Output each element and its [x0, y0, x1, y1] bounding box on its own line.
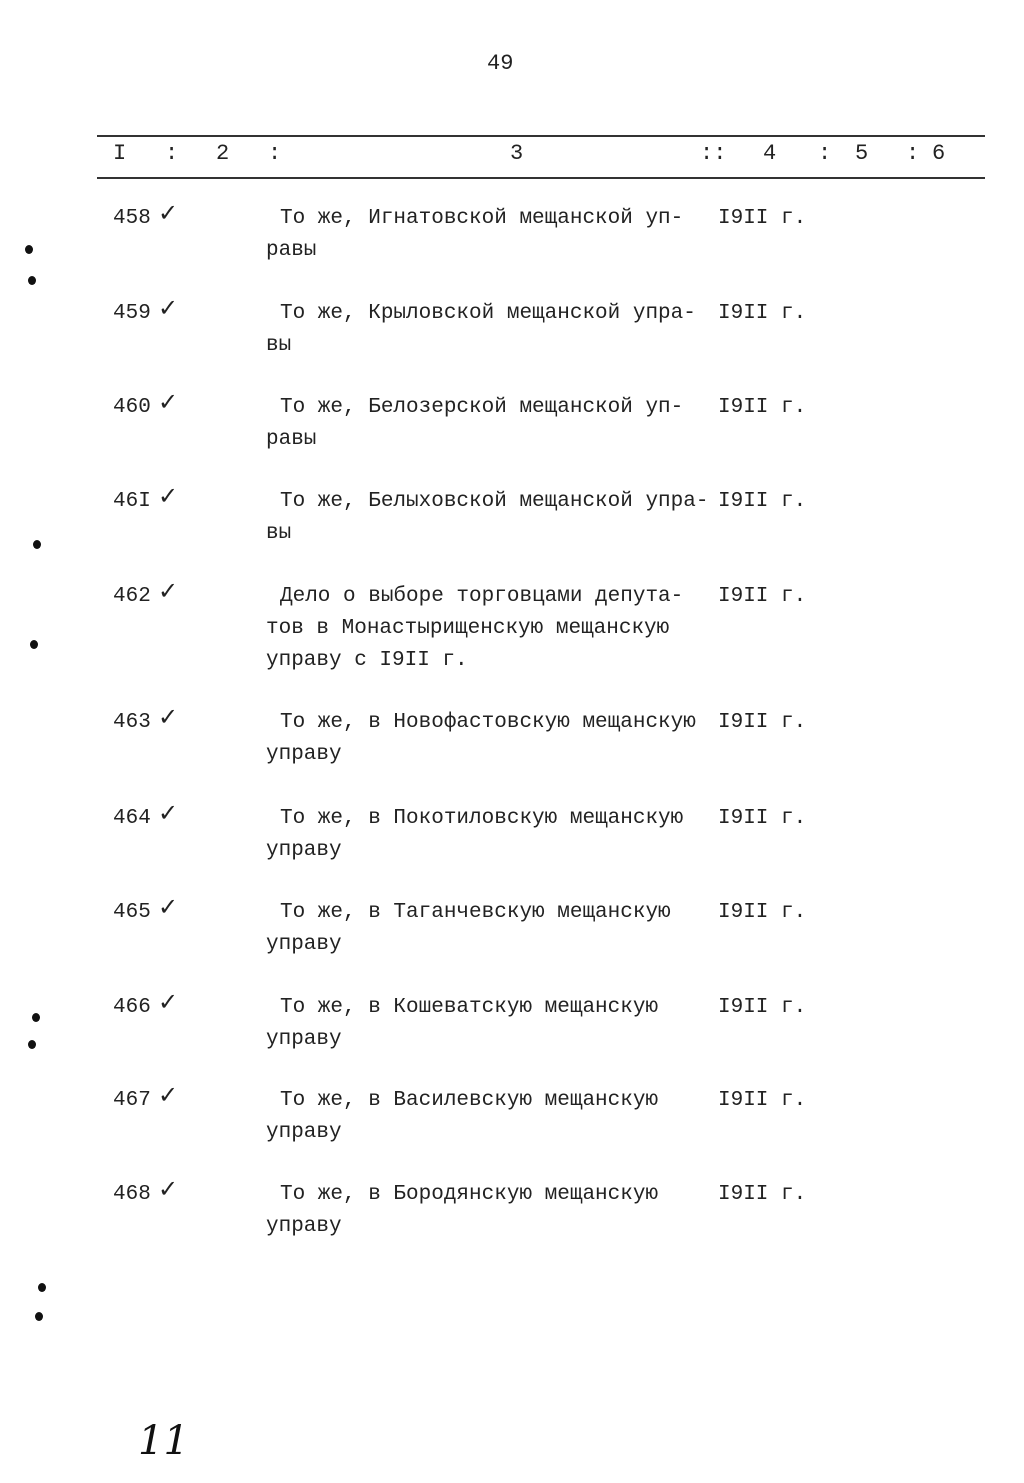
column-separator: : — [906, 141, 920, 166]
description-line: управу с I9II г. — [266, 649, 468, 672]
description-line: управу — [266, 1028, 342, 1051]
entry-description — [266, 803, 683, 867]
punch-hole-mark — [38, 1283, 46, 1292]
entry-number: 46I — [113, 490, 151, 513]
description-line: Дело о выборе торговцами депута- — [280, 585, 684, 608]
description-line: управу — [266, 839, 342, 862]
entry-description — [266, 897, 671, 961]
punch-hole-mark — [25, 245, 33, 254]
entry-number: 468 — [113, 1183, 151, 1206]
entry-number: 467 — [113, 1089, 151, 1112]
description-line: То же, в Покотиловскую мещанскую — [280, 807, 684, 830]
punch-hole-mark — [33, 540, 41, 549]
checkmark-icon: ✓ — [158, 577, 179, 605]
checkmark-icon: ✓ — [158, 294, 179, 322]
page-number: 49 — [487, 51, 514, 76]
entry-year: I9II г. — [718, 711, 807, 734]
description-line: То же, в Василевскую мещанскую — [280, 1089, 659, 1112]
description-line: То же, Белыховской мещанской упра- — [280, 490, 709, 513]
column-header-3: 3 — [510, 141, 524, 166]
entry-description — [266, 581, 683, 677]
entry-year: I9II г. — [718, 585, 807, 608]
checkmark-icon: ✓ — [158, 388, 179, 416]
entry-year: I9II г. — [718, 1183, 807, 1206]
header-bottom-rule — [97, 177, 985, 179]
punch-hole-mark — [28, 1040, 36, 1049]
checkmark-icon: ✓ — [158, 703, 179, 731]
checkmark-icon: ✓ — [158, 199, 179, 227]
column-separator: : — [165, 141, 179, 166]
entry-year: I9II г. — [718, 901, 807, 924]
entry-description — [266, 298, 696, 362]
description-line: То же, в Новофастовскую мещанскую — [280, 711, 696, 734]
punch-hole-mark — [28, 276, 36, 285]
column-separator: :: — [700, 141, 727, 166]
entry-year: I9II г. — [718, 996, 807, 1019]
description-line: То же, в Бородянскую мещанскую — [280, 1183, 659, 1206]
description-line: равы — [266, 239, 317, 262]
entry-description — [266, 707, 696, 771]
entry-number: 465 — [113, 901, 151, 924]
description-line: управу — [266, 743, 342, 766]
entry-description — [266, 392, 683, 456]
description-line: То же, Игнатовской мещанской уп- — [280, 207, 684, 230]
description-line: тов в Монастырищенскую мещанскую — [266, 617, 670, 640]
punch-hole-mark — [32, 1013, 40, 1022]
entry-description — [266, 992, 658, 1056]
entry-description — [266, 1179, 658, 1243]
checkmark-icon: ✓ — [158, 1081, 179, 1109]
description-line: То же, Белозерской мещанской уп- — [280, 396, 684, 419]
header-top-rule — [97, 135, 985, 137]
entry-description — [266, 203, 683, 267]
description-line: То же, в Кошеватскую мещанскую — [280, 996, 659, 1019]
entry-year: I9II г. — [718, 396, 807, 419]
column-header-5: 5 — [855, 141, 869, 166]
entry-year: I9II г. — [718, 1089, 807, 1112]
description-line: управу — [266, 1121, 342, 1144]
punch-hole-mark — [35, 1312, 43, 1321]
checkmark-icon: ✓ — [158, 988, 179, 1016]
checkmark-icon: ✓ — [158, 1175, 179, 1203]
description-line: равы — [266, 428, 317, 451]
entry-number: 464 — [113, 807, 151, 830]
description-line: управу — [266, 933, 342, 956]
description-line: То же, в Таганчевскую мещанскую — [280, 901, 671, 924]
description-line: То же, Крыловской мещанской упра- — [280, 302, 696, 325]
entry-number: 463 — [113, 711, 151, 734]
column-header-4: 4 — [763, 141, 777, 166]
entry-number: 462 — [113, 585, 151, 608]
column-separator: : — [818, 141, 832, 166]
entry-number: 459 — [113, 302, 151, 325]
entry-description — [266, 486, 708, 550]
entry-year: I9II г. — [718, 490, 807, 513]
entry-year: I9II г. — [718, 207, 807, 230]
entry-description — [266, 1085, 658, 1149]
punch-hole-mark — [30, 640, 38, 649]
description-line: вы — [266, 334, 292, 357]
checkmark-icon: ✓ — [158, 482, 179, 510]
column-header-6: 6 — [932, 141, 946, 166]
column-separator: : — [268, 141, 282, 166]
entry-year: I9II г. — [718, 807, 807, 830]
column-header-1: I — [113, 141, 127, 166]
entry-year: I9II г. — [718, 302, 807, 325]
entry-number: 466 — [113, 996, 151, 1019]
column-header-2: 2 — [216, 141, 230, 166]
checkmark-icon: ✓ — [158, 893, 179, 921]
entry-number: 458 — [113, 207, 151, 230]
handwritten-mark: 11 — [138, 1418, 189, 1464]
checkmark-icon: ✓ — [158, 799, 179, 827]
entry-number: 460 — [113, 396, 151, 419]
description-line: вы — [266, 522, 292, 545]
description-line: управу — [266, 1215, 342, 1238]
